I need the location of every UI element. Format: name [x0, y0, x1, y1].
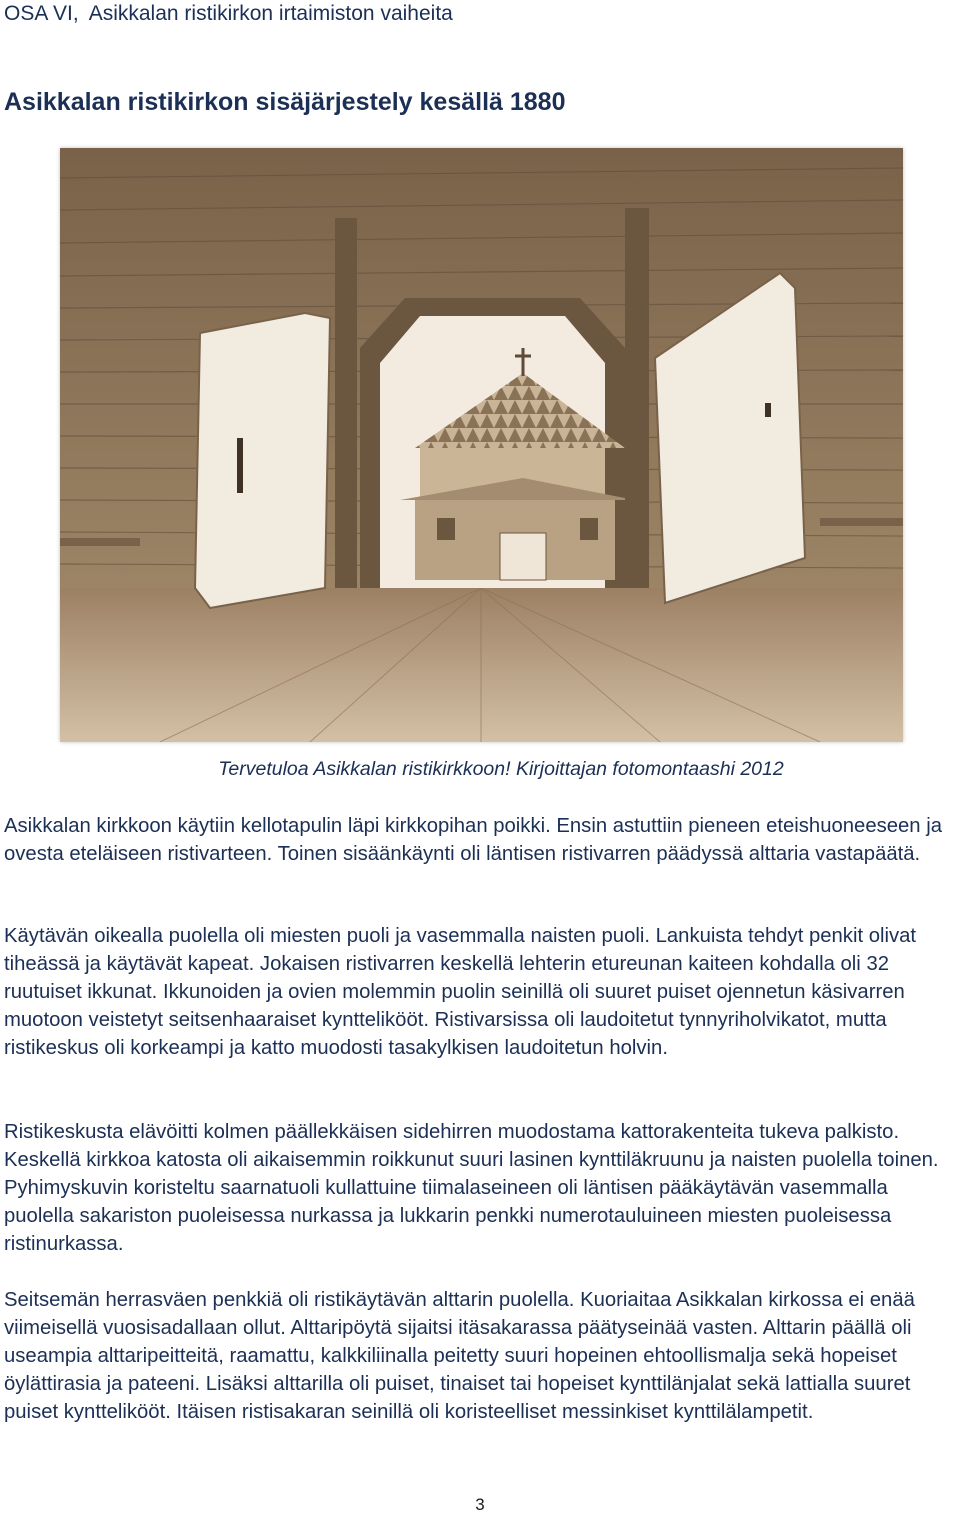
- page-title: Asikkalan ristikirkon sisäjärjestely kesällä 1880: [4, 88, 566, 116]
- paragraph-3: Ristikeskusta elävöitti kolmen päällekkäisen sidehirren muodostama kattorakenteita tukeva palkisto. Keskellä kirkkoa katosta oli aikaisemmin roikkunut suuri lasinen kynttiläkruunu ja naisten puolella toinen. Pyhimyskuvin koristeltu saarnatuoli kullattuine tiimalaseineen oli läntisen pääkäytävän vasemmalla puolella sakariston puoleisessa nurkassa ja lukkarin penkki numerotauluineen miesten puoleisessa ristinurkassa.: [4, 1121, 939, 1255]
- header-subtitle: Asikkalan ristikirkon irtaimiston vaiheita: [88, 2, 453, 25]
- paragraph-1: Asikkalan kirkkoon käytiin kellotapulin läpi kirkkopihan poikki. Ensin astuttiin pieneen eteishuoneeseen ja ovesta eteläiseen ristivarteen. Toinen sisäänkäynti oli läntisen ristivarren päädyssä alttaria vastapäätä.: [4, 815, 942, 865]
- paragraph-4: Seitsemän herrasväen penkkiä oli ristikäytävän alttarin puolella. Kuoriaitaa Asikkalan kirkossa ei enää viimeisellä vuosisadallaan ollut. Alttaripöytä sijaitsi itäsakarassa päätyseinää vasten. Alttarin päällä oli useampia alttaripeitteitä, raamattu, kalkkiliinalla peitetty suuri hopeinen ehtoollismalja sekä hopeiset öylättirasia ja pateeni. Lisäksi alttarilla oli puiset, tinaiset tai hopeiset kynttilänjalat sekä lattialla suuret puiset kynttelikööt. Itäisen ristisakaran seinillä oli koristeelliset messinkiset kynttilälampetit.: [4, 1289, 915, 1423]
- page-header: [4, 2, 453, 26]
- page-number: 3: [475, 1495, 485, 1514]
- church-photomontage-image: [60, 148, 903, 742]
- paragraph-2: Käytävän oikealla puolella oli miesten puoli ja vasemmalla naisten puoli. Lankuista tehdyt penkit olivat tiheässä ja käytävät kapeat. Jokaisen ristivarren keskellä lehterin etureunan kaiteen kohdalla oli 32 ruutuiset ikkunat. Ikkunoiden ja ovien molemmin puolin seinillä oli suuret puiset ojennetun käsivarren muotoon veistetyt seitsenhaaraiset kynttelikööt. Ristivarsissa oli laudoitetut tynnyriholvikatot, mutta ristikeskus oli korkeampi ja katto muodosti tasakylkisen laudoitetun holvin.: [4, 925, 917, 1059]
- figure-caption: Tervetuloa Asikkalan ristikirkkoon! Kirjoittajan fotomontaashi 2012: [218, 758, 784, 780]
- header-section: OSA VI,: [4, 2, 79, 25]
- church-photo: [60, 148, 903, 742]
